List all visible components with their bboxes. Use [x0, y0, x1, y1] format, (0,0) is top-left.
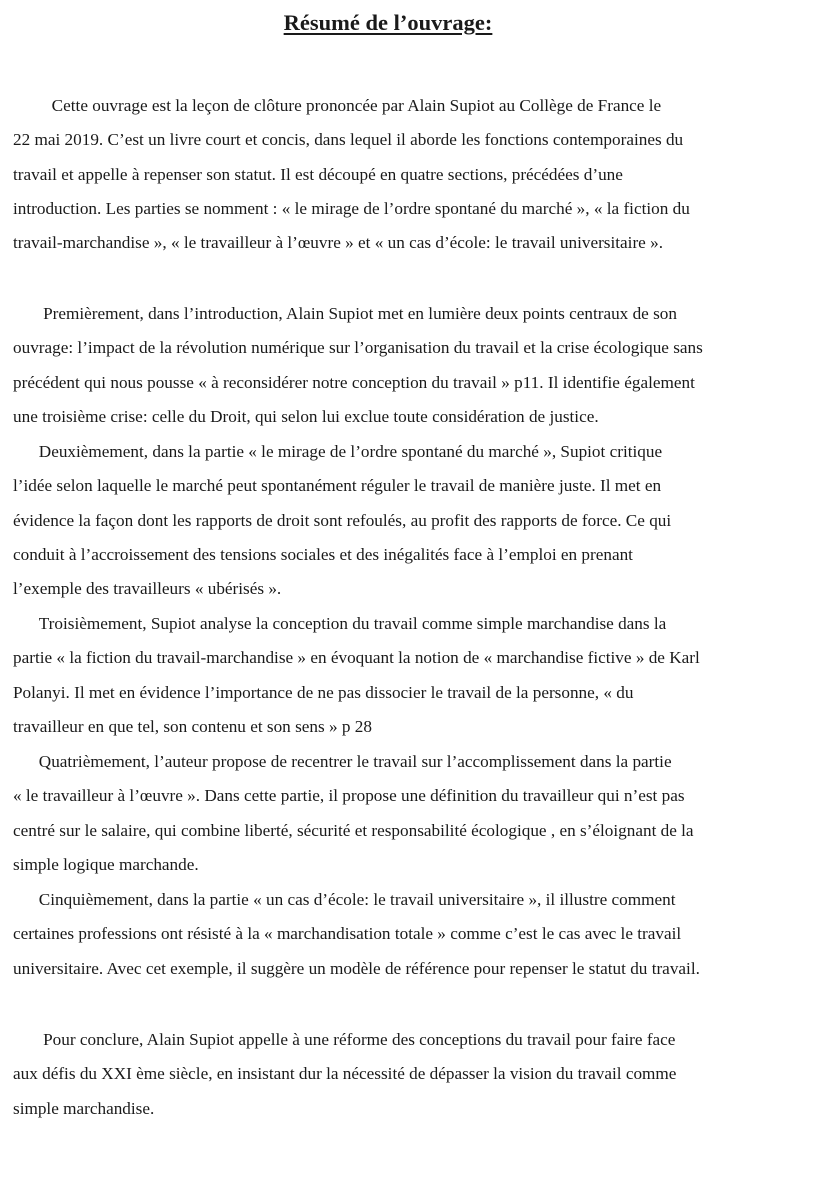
text-line: précédent qui nous pousse « à reconsidérer notre conception du travail » p11. Il identifie également: [13, 372, 695, 392]
text-line: Pour conclure, Alain Supiot appelle à une réforme des conceptions du travail pour faire face: [13, 1030, 676, 1049]
text-line: travail-marchandise », « le travailleur à l’œuvre » et « un cas d’école: le travail universitaire ».: [13, 233, 663, 253]
text-line: introduction. Les parties se nomment : « le mirage de l’ordre spontané du marché », « la fiction du: [13, 198, 690, 218]
text-line: centré sur le salaire, qui combine liberté, sécurité et responsabilité écologique , en s’éloignant de la: [13, 820, 694, 840]
text-line: l’exemple des travailleurs « ubérisés ».: [13, 579, 282, 599]
paragraph-conclusion: [13, 1023, 785, 1126]
text-line: évidence la façon dont les rapports de droit sont refoulés, au profit des rapports de force. Ce qui: [13, 510, 672, 530]
paragraph-cinquiemement: [13, 883, 785, 986]
text-line: une troisième crise: celle du Droit, qui selon lui exclue toute considération de justice.: [13, 406, 599, 426]
paragraph-deuxiemement: [13, 435, 785, 606]
text-line: partie « la fiction du travail-marchandise » en évoquant la notion de « marchandise fictive » de Karl: [13, 648, 700, 668]
paragraph-troisiemement: [13, 607, 785, 744]
page-title: Résumé de l’ouvrage:: [283, 10, 493, 35]
text-line: travail et appelle à repenser son statut. Il est découpé en quatre sections, précédées d’une: [13, 164, 623, 184]
text-line: travailleur en que tel, son contenu et son sens » p 28: [13, 716, 372, 736]
paragraph-quatriemement: [13, 745, 785, 882]
text-line: 22 mai 2019. C’est un livre court et concis, dans lequel il aborde les fonctions contemporaines du: [13, 130, 684, 150]
text-line: Cinquièmement, dans la partie « un cas d’école: le travail universitaire », il illustre comment: [13, 890, 676, 909]
text-line: l’idée selon laquelle le marché peut spontanément réguler le travail de manière juste. Il met en: [13, 476, 662, 496]
text-line: certaines professions ont résisté à la « marchandisation totale » comme c’est le cas avec le travail: [13, 924, 682, 944]
text-line: Troisièmement, Supiot analyse la conception du travail comme simple marchandise dans la: [13, 614, 667, 633]
text-line: simple marchandise.: [13, 1098, 155, 1118]
paragraph-intro: [13, 89, 785, 260]
text-line: « le travailleur à l’œuvre ». Dans cette partie, il propose une définition du travailleur qui n’est pas: [13, 786, 685, 806]
text-line: ouvrage: l’impact de la révolution numérique sur l’organisation du travail et la crise écologique sans: [13, 338, 703, 358]
text-line: Premièrement, dans l’introduction, Alain Supiot met en lumière deux points centraux de son: [13, 304, 677, 323]
text-line: Polanyi. Il met en évidence l’importance de ne pas dissocier le travail de la personne, « du: [13, 682, 634, 702]
text-line: Deuxièmement, dans la partie « le mirage de l’ordre spontané du marché », Supiot critique: [13, 442, 663, 461]
text-line: universitaire. Avec cet exemple, il suggère un modèle de référence pour repenser le statut du travail.: [13, 958, 700, 978]
text-line: Quatrièmement, l’auteur propose de recentrer le travail sur l’accomplissement dans la partie: [13, 752, 672, 771]
text-line: simple logique marchande.: [13, 854, 199, 874]
text-line: aux défis du XXI ème siècle, en insistant dur la nécessité de dépasser la vision du travail comme: [13, 1064, 677, 1084]
text-line: Cette ouvrage est la leçon de clôture prononcée par Alain Supiot au Collège de France le: [13, 96, 662, 115]
paragraph-premierement: [13, 297, 785, 434]
text-line: conduit à l’accroissement des tensions sociales et des inégalités face à l’emploi en prenant: [13, 544, 633, 564]
